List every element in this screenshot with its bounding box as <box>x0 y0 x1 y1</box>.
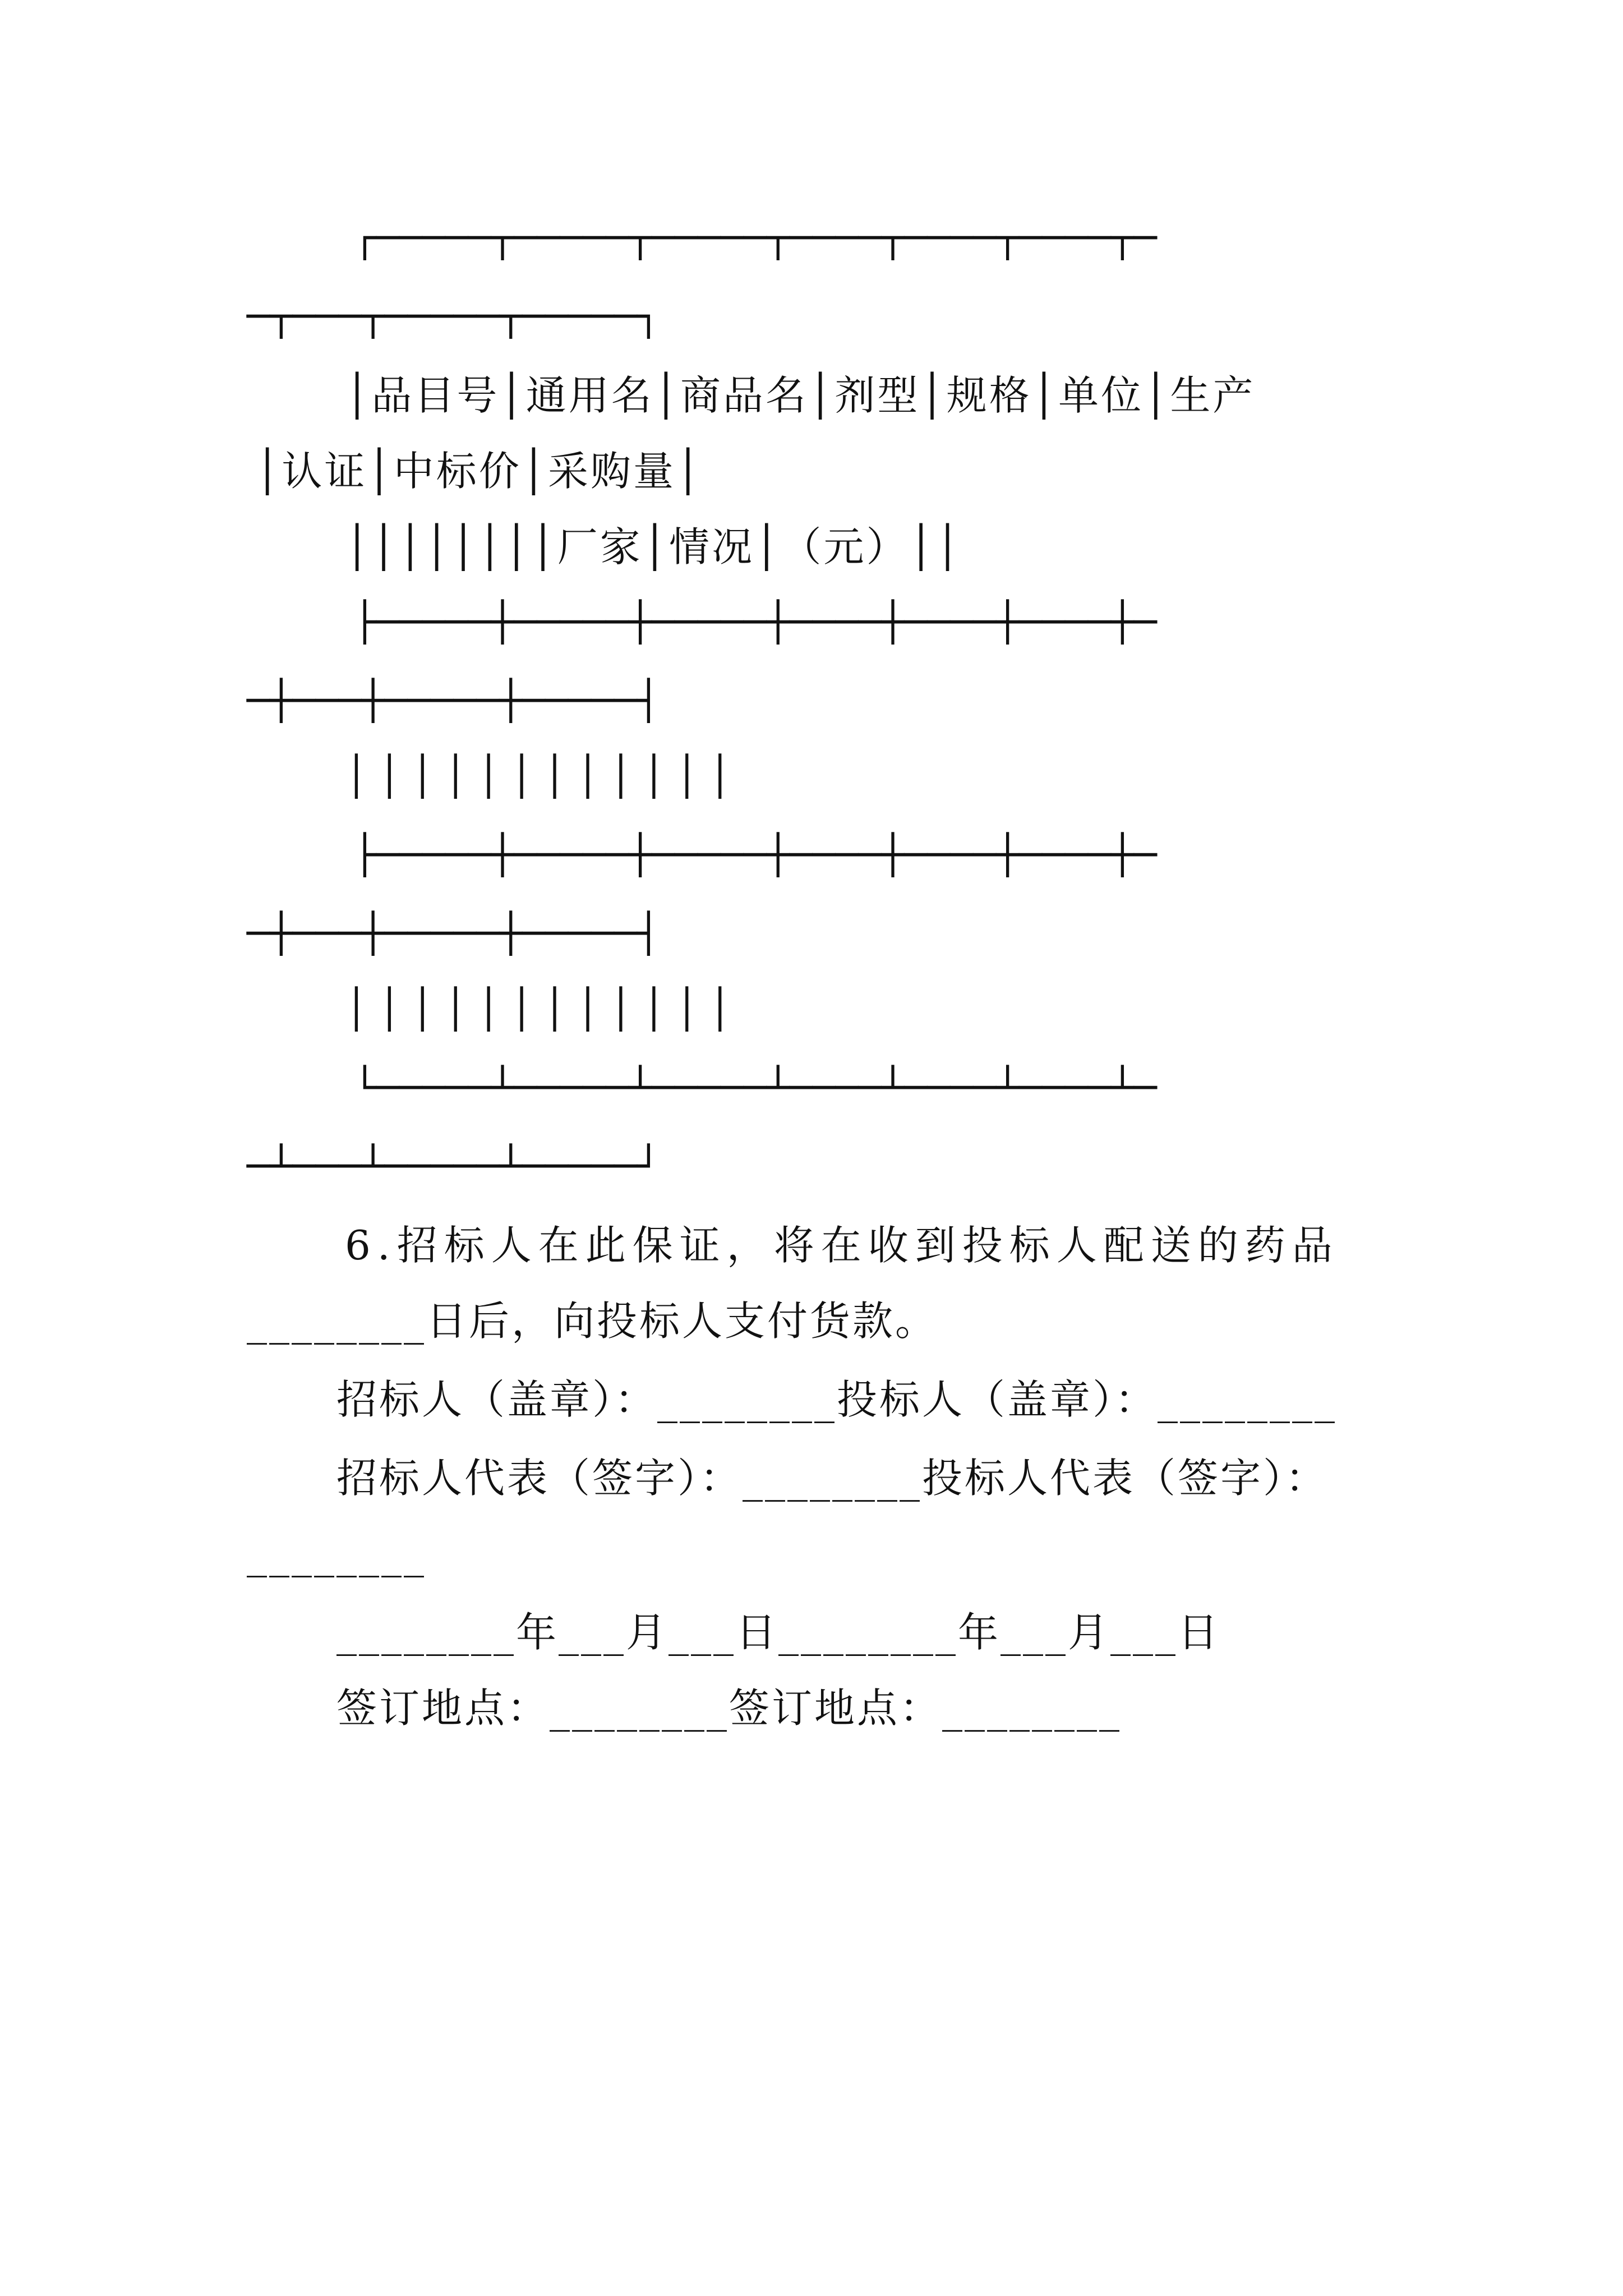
table-mid-border-1-continued: ─┼───┼─────┼─────┤ <box>247 679 660 723</box>
table-bottom-border: └─────┴─────┴─────┴────┴────┴────┴─ <box>353 1066 1157 1110</box>
table-header-row-1: │品目号│通用名│商品名│剂型│规格│单位│生产 <box>345 372 1256 419</box>
table-bottom-border-continued: ─┴───┴─────┴─────┘ <box>247 1144 660 1189</box>
table-mid-border-2: ├─────┼─────┼─────┼────┼────┼────┼─ <box>353 833 1157 877</box>
clause-6-line-1: 6.招标人在此保证，将在收到投标人配送的药品 <box>345 1222 1339 1269</box>
representative-line: 招标人代表（签字）：________投标人代表（签字）： <box>336 1455 1329 1502</box>
table-top-border-continued: ─┬───┬─────┬─────┐ <box>247 295 660 339</box>
representative-blank: ________ <box>247 1530 426 1577</box>
table-header-row-3: ││││││││厂家│情况│（元）││ <box>345 523 962 570</box>
table-empty-row-2: ││││││││││││ <box>345 987 742 1032</box>
table-header-row-2: │认证│中标价│采购量│ <box>255 448 703 495</box>
table-top-border: ┌─────┬─────┬─────┬────┬────┬────┬─ <box>353 216 1157 260</box>
signing-place-line: 签订地点：________签订地点：________ <box>336 1685 1122 1732</box>
seal-line: 招标人（盖章）：________投标人（盖章）：________ <box>336 1376 1338 1423</box>
clause-6-line-2: ________日后，向投标人支付货款。 <box>247 1297 938 1345</box>
table-mid-border-1: ├─────┼─────┼─────┼────┼────┼────┼─ <box>353 600 1157 645</box>
table-empty-row-1: ││││││││││││ <box>345 754 742 799</box>
date-line: ________年___月___日________年___月___日 <box>336 1609 1220 1656</box>
table-mid-border-2-continued: ─┼───┼─────┼─────┤ <box>247 912 660 956</box>
